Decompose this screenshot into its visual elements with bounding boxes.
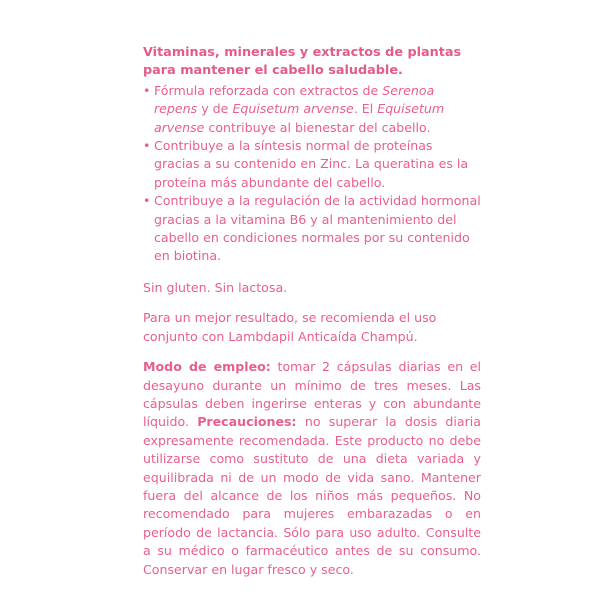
benefits-list	[143, 82, 481, 266]
bullet-marker: •	[143, 138, 151, 154]
usage-label: Modo de empleo:	[143, 359, 271, 375]
warning-text: no superar la dosis diaria expresamente recomendada. Este producto no debe utilizarse como sustituto de una dieta variada y equilibrada ni de un modo de vida sano. Mantener fuera del alcance de los niños más pequeños. No recomendado para mujeres embarazadas o en período de lactancia. Sólo para uso adulto. Consulte a su médico o farmacéutico antes de su consumo. Conservar en lugar fresco y seco.	[143, 414, 481, 577]
bullet-marker: •	[143, 193, 151, 209]
list-item-text: Fórmula reforzada con extractos de Serenoa repens y de Equisetum arvense. El Equisetum arvense contribuye al bienestar del cabello.	[154, 82, 445, 135]
allergen-note: Sin gluten. Sin lactosa.	[143, 279, 288, 295]
page-title: Vitaminas, minerales y extractos de plantas para mantener el cabello saludable.	[143, 45, 462, 79]
list-item	[143, 137, 481, 192]
list-item	[143, 82, 481, 137]
warning-label: Precauciones:	[197, 414, 297, 430]
usage-text: tomar 2 cápsulas diarias en el desayuno durante un mínimo de tres meses. Las cápsulas deben ingerirse enteras y con abundante líquido.	[143, 359, 482, 430]
list-item	[143, 192, 481, 266]
usage-recommendation: Para un mejor resultado, se recomienda el uso conjunto con Lambdapil Anticaída Champú.	[143, 310, 437, 344]
bullet-marker: •	[143, 82, 151, 98]
usage-instructions	[143, 358, 481, 579]
list-item-text: Contribuye a la síntesis normal de proteínas gracias a su contenido en Zinc. La queratina es la proteína más abundante del cabello.	[154, 138, 469, 190]
list-item-text: Contribuye a la regulación de la actividad hormonal gracias a la vitamina B6 y al mantenimiento del cabello en condiciones normales por su contenido en biotina.	[154, 193, 481, 264]
document-content	[143, 44, 481, 579]
